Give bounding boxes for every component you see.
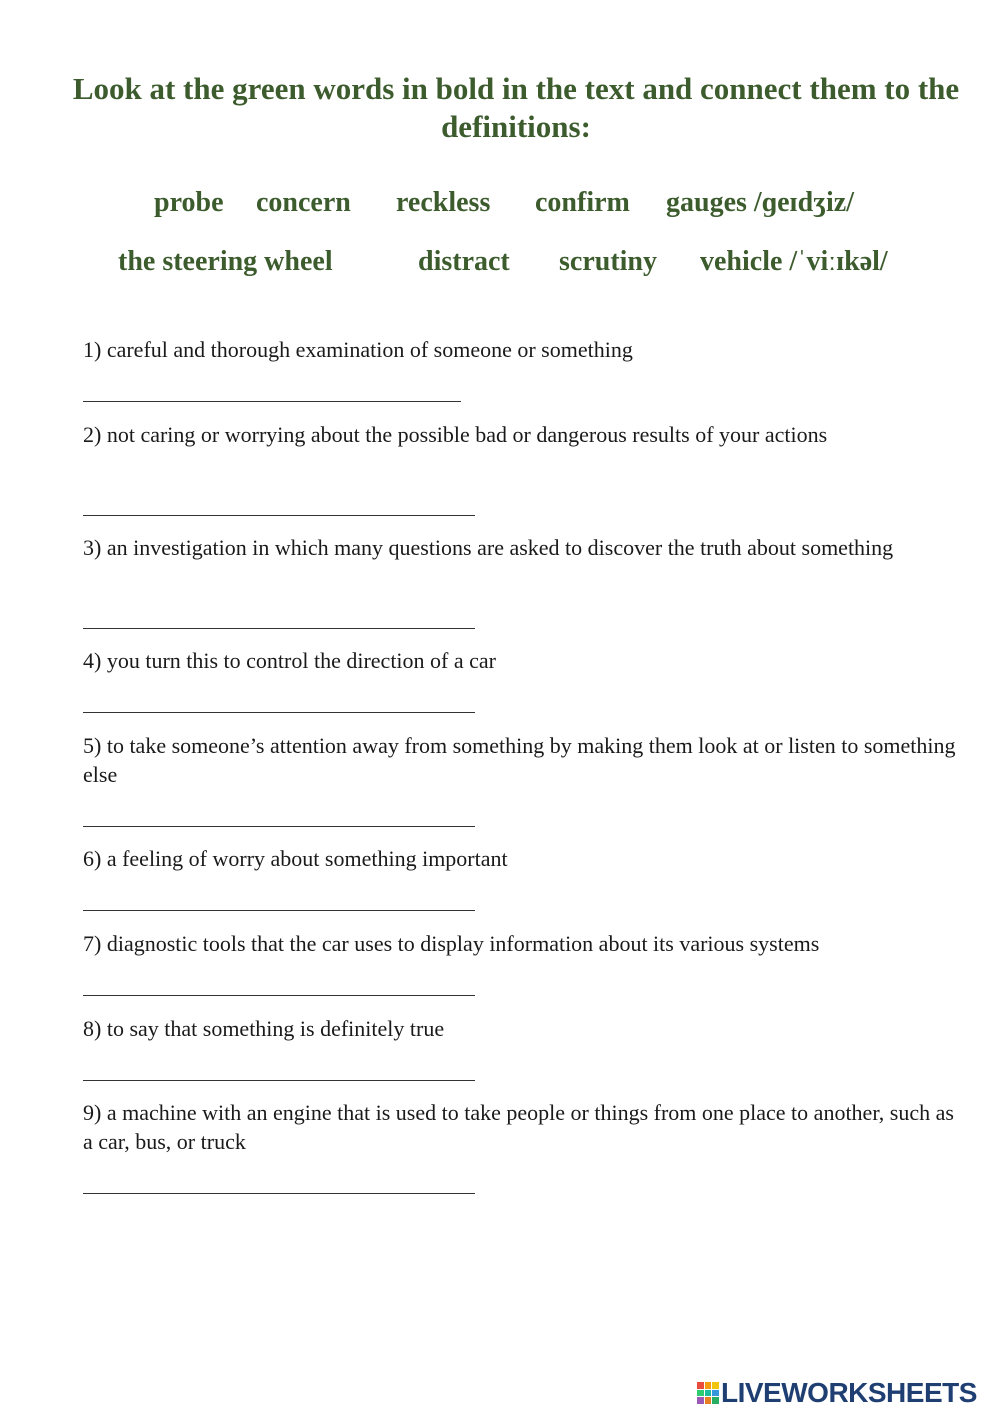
- answer-field-6[interactable]: [83, 910, 475, 911]
- word-bank-item: scrutiny: [559, 246, 657, 277]
- answer-field-2[interactable]: [83, 515, 475, 516]
- logo-text: LIVEWORKSHEETS: [721, 1377, 977, 1408]
- answer-field-4[interactable]: [83, 712, 475, 713]
- word-bank-item: vehicle /ˈviːɪkəl/: [700, 246, 888, 277]
- question-8: 8) to say that something is definitely true: [83, 1016, 445, 1041]
- word-bank-row-1: [0, 186, 1000, 220]
- worksheet-title: Look at the green words in bold in the text and connect them to the definitions:: [72, 71, 960, 144]
- word-bank-item: concern: [256, 187, 351, 218]
- answer-field-1[interactable]: [83, 401, 461, 402]
- word-bank-row-2: [0, 245, 1000, 279]
- question-6: 6) a feeling of worry about something important: [83, 846, 508, 871]
- answer-field-7[interactable]: [83, 995, 475, 996]
- question-2: 2) not caring or worrying about the possible bad or dangerous results of your actions: [83, 422, 828, 447]
- answer-field-5[interactable]: [83, 826, 475, 827]
- question-5: 5) to take someone’s attention away from something by making them look at or listen to something else: [83, 733, 956, 787]
- question-9: 9) a machine with an engine that is used to take people or things from one place to another, such as a car, bus, or truck: [83, 1100, 954, 1154]
- answer-field-3[interactable]: [83, 628, 475, 629]
- question-1: 1) careful and thorough examination of someone or something: [83, 337, 633, 362]
- question-7: 7) diagnostic tools that the car uses to display information about its various systems: [83, 931, 820, 956]
- word-bank-item: probe: [154, 187, 224, 218]
- word-bank-item: gauges /ɡeɪdʒiz/: [666, 187, 854, 218]
- word-bank-item: reckless: [396, 187, 491, 218]
- word-bank-item: confirm: [535, 187, 630, 218]
- word-bank-item: the steering wheel: [118, 246, 333, 277]
- word-bank-item: distract: [418, 246, 510, 277]
- question-3: 3) an investigation in which many questions are asked to discover the truth about something: [83, 535, 894, 560]
- question-4: 4) you turn this to control the direction of a car: [83, 648, 496, 673]
- liveworksheets-logo[interactable]: [697, 1378, 997, 1408]
- answer-field-9[interactable]: [83, 1193, 475, 1194]
- answer-field-8[interactable]: [83, 1080, 475, 1081]
- liveworksheets-logo-icon: [697, 1382, 719, 1404]
